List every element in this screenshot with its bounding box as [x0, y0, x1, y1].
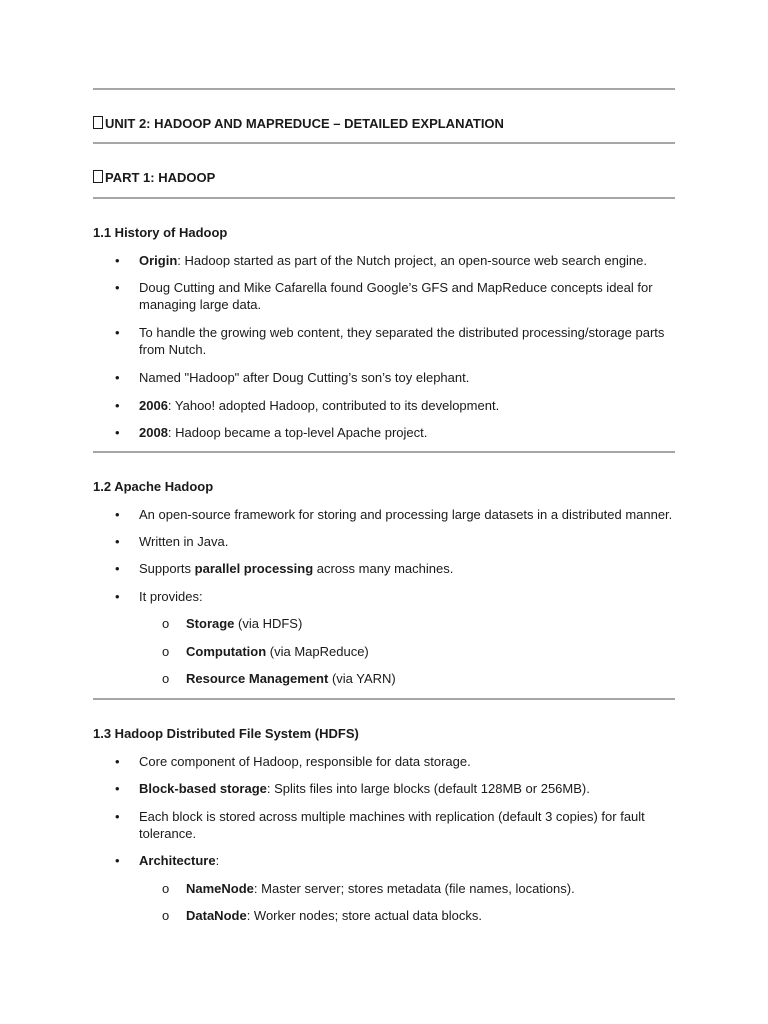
list-item: Architecture: — [139, 853, 220, 868]
bullet: • — [115, 534, 120, 549]
list-item: Written in Java. — [139, 534, 229, 549]
list-item: 2008: Hadoop became a top-level Apache project. — [139, 425, 428, 440]
list-item: Supports parallel processing across many machines. — [139, 561, 454, 576]
divider — [93, 197, 675, 199]
divider — [93, 88, 675, 90]
section-heading: 1.1 History of Hadoop — [93, 225, 228, 240]
list-item: Named "Hadoop" after Doug Cutting’s son’s toy elephant. — [139, 370, 470, 385]
bullet: • — [115, 325, 120, 340]
sub-list-item: NameNode: Master server; stores metadata (file names, locations). — [186, 881, 575, 896]
bullet: • — [115, 809, 120, 824]
bullet: • — [115, 425, 120, 440]
section-heading: 1.2 Apache Hadoop — [93, 479, 214, 494]
missing-glyph-icon — [93, 116, 103, 129]
list-item: Doug Cutting and Mike Cafarella found Google’s GFS and MapReduce concepts ideal for managing large data. — [139, 280, 653, 312]
bullet: • — [115, 398, 120, 413]
bullet: • — [115, 370, 120, 385]
divider — [93, 451, 675, 453]
sub-list-item: DataNode: Worker nodes; store actual data blocks. — [186, 908, 483, 923]
sub-bullet: o — [162, 616, 170, 631]
list-item: Origin: Hadoop started as part of the Nutch project, an open-source web search engine. — [139, 253, 648, 268]
bullet: • — [115, 853, 120, 868]
sub-bullet: o — [162, 908, 170, 923]
list-item: 2006: Yahoo! adopted Hadoop, contributed to its development. — [139, 398, 500, 413]
sub-list-item: Computation (via MapReduce) — [186, 644, 369, 659]
list-item: Each block is stored across multiple machines with replication (default 3 copies) for fault tolerance. — [139, 809, 645, 841]
divider — [93, 142, 675, 144]
sub-bullet: o — [162, 644, 170, 659]
bullet: • — [115, 781, 120, 796]
sub-bullet: o — [162, 671, 170, 686]
bullet: • — [115, 589, 120, 604]
sub-list-item: Storage (via HDFS) — [186, 616, 303, 631]
part-title: PART 1: HADOOP — [93, 169, 215, 186]
sub-list-item: Resource Management (via YARN) — [186, 671, 396, 686]
list-item: To handle the growing web content, they separated the distributed processing/storage parts from Nutch. — [139, 325, 665, 357]
sub-bullet: o — [162, 881, 170, 896]
section-heading: 1.3 Hadoop Distributed File System (HDFS) — [93, 726, 359, 741]
unit-title: UNIT 2: HADOOP AND MAPREDUCE – DETAILED EXPLANATION — [93, 115, 504, 132]
list-item: Core component of Hadoop, responsible for data storage. — [139, 754, 471, 769]
list-item: It provides: — [139, 589, 203, 604]
bullet: • — [115, 561, 120, 576]
bullet: • — [115, 507, 120, 522]
bullet: • — [115, 754, 120, 769]
list-item: Block-based storage: Splits files into large blocks (default 128MB or 256MB). — [139, 781, 590, 796]
list-item: An open-source framework for storing and processing large datasets in a distributed manner. — [139, 507, 673, 522]
bullet: • — [115, 280, 120, 295]
missing-glyph-icon — [93, 170, 103, 183]
divider — [93, 698, 675, 700]
bullet: • — [115, 253, 120, 268]
